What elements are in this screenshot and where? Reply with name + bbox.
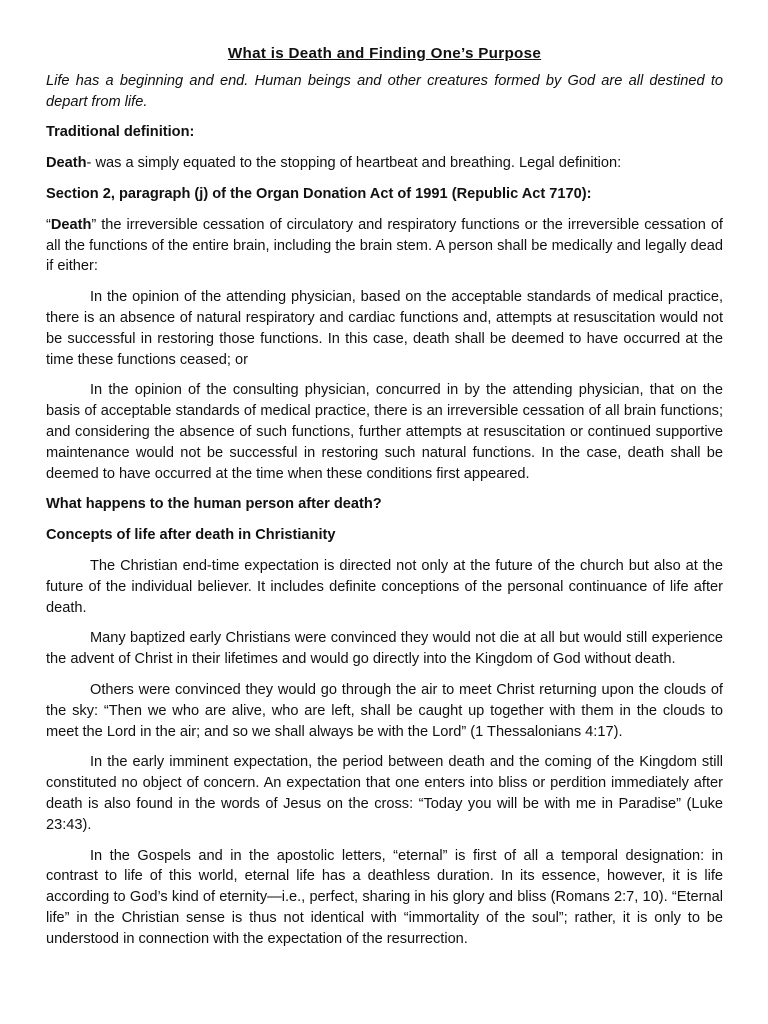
traditional-definition-heading: Traditional definition: [46,124,195,141]
attending-physician-paragraph: In the opinion of the attending physician, based on the acceptable standards of medical practice, there is an absence of natural respiratory and cardiac functions and, attempts at resuscitation would not be successful in restoring those functions. In this case, death shall be deemed to have occurred at the time these functions ceased; or [46,289,723,368]
document-title: What is Death and Finding One’s Purpose [227,45,542,62]
christianity-concepts-heading: Concepts of life after death in Christianity [46,527,336,544]
legal-definition-paragraph [46,215,723,277]
consulting-physician-paragraph: In the opinion of the consulting physician, concurred in by the attending physician, that on the basis of acceptable standards of medical practice, there is an irreversible cessation of all brain functions; and considering the absence of such functions, further attempts at resuscitation or continued supportive maintenance would not be successful in restoring such natural functions. In the case, death shall be deemed to have occurred at the time when these conditions first appeared. [46,382,723,482]
section-heading: Section 2, paragraph (j) of the Organ Donation Act of 1991 (Republic Act 7170): [46,185,592,202]
intro-paragraph: Life has a beginning and end. Human beings and other creatures formed by God are all destined to depart from life. [46,72,723,110]
imminent-expectation-paragraph: In the early imminent expectation, the period between death and the coming of the Kingdom still constituted no object of concern. An expectation that one enters into bliss or perdition immediately after death is also found in the words of Jesus on the cross: “Today you will be with me in Paradise” (Luke 23:43). [46,754,723,833]
legal-definition: ” the irreversible cessation of circulatory and respiratory functions or the irreversible cessation of all the functions of the entire brain, including the brain stem. A person shall be medically and legally dead if either: [46,216,723,275]
traditional-definition-paragraph [46,153,723,174]
baptized-christians-paragraph: Many baptized early Christians were convinced they would not die at all but would still experience the advent of Christ in their lifetimes and would go directly into the Kingdom of God without death. [46,630,723,668]
end-time-paragraph: The Christian end-time expectation is directed not only at the future of the church but also at the future of the individual believer. It includes definite conceptions of the personal continuance of life after death. [46,557,723,616]
quote-open: “ [46,216,51,233]
legal-death-term: Death [50,216,92,233]
document-page [46,44,723,959]
death-term: Death [46,155,87,172]
gospels-paragraph: In the Gospels and in the apostolic letters, “eternal” is first of all a temporal designation: in contrast to life of this world, eternal life has a deathless duration. In its essence, however, it is life according to God’s kind of eternity—i.e., perfect, sharing in his glory and bliss (Romans 2:7, 10). “Eternal life” in the Christian sense is thus not identical with “immortality of the soul”; rather, it is only to be understood in connection with the expectation of the resurrection. [46,847,723,947]
others-convinced-paragraph: Others were convinced they would go through the air to meet Christ returning upon the clouds of the sky: “Then we who are alive, who are left, shall be caught up together with them in the clouds to meet the Lord in the air; and so we shall always be with the Lord” (1 Thessalonians 4:17). [46,681,723,740]
death-definition: - was a simply equated to the stopping of heartbeat and breathing. Legal definition: [86,155,622,172]
after-death-heading: What happens to the human person after death? [46,496,382,513]
